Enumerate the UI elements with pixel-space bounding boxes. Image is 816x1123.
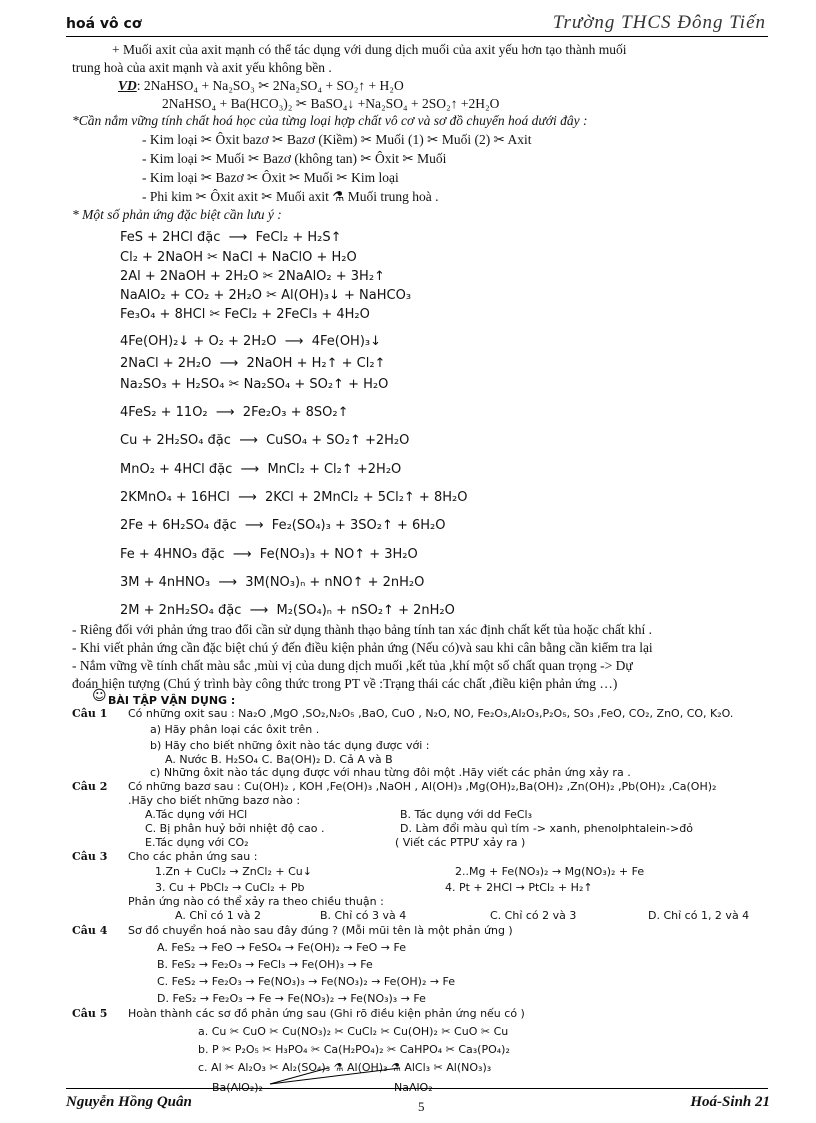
reaction-option: 4. Pt + 2HCl → PtCl₂ + H₂↑ <box>445 881 593 894</box>
question-label: Câu 4 <box>72 924 108 937</box>
bullet-icon: ☺ <box>92 688 107 704</box>
option: C. FeS₂ → Fe₂O₃ → Fe(NO₃)₃ → Fe(NO₃)₂ → Fe(OH)₂ → Fe <box>157 975 456 988</box>
page-header <box>66 10 766 36</box>
option: E.Tác dụng với CO₂ <box>145 836 249 849</box>
reaction: MnO₂ + 4HCl đặc ⟶ MnCl₂ + Cl₂↑ +2H₂O <box>120 462 402 477</box>
chain-3: - Kim loại ✂ Bazơ ✂ Ôxit ✂ Muối ✂ Kim loại <box>142 170 399 185</box>
reaction: 2KMnO₄ + 16HCl ⟶ 2KCl + 2MnCl₂ + 5Cl₂↑ + 8H₂O <box>120 490 468 505</box>
question-text: .Hãy cho biết những bazơ nào : <box>128 794 301 807</box>
scheme-branch-left: Ba(AlO₂)₂ <box>212 1081 263 1094</box>
reaction: FeS + 2HCl đặc ⟶ FeCl₂ + H₂S↑ <box>120 230 342 245</box>
question-part: a) Hãy phân loại các ôxit trên . <box>150 723 320 736</box>
question-text: Phản ứng nào có thể xảy ra theo chiều thuận : <box>128 895 384 908</box>
note-4: đoán hiện tượng (Chú ý trình bày công thức trong PT về :Trạng thái các chất ,điều kiện phản ứng …) <box>72 676 618 691</box>
exercises-title: BÀI TẬP VẬN DỤNG : <box>108 694 236 707</box>
reaction: 2Al + 2NaOH + 2H₂O ✂ 2NaAlO₂ + 3H₂↑ <box>120 269 385 284</box>
vd-eq-1: : 2NaHSO₄ + Na₂SO₃ ✂ 2Na₂SO₄ + SO₂↑ + H₂O <box>136 78 404 93</box>
question-part: b) Hãy cho biết những ôxit nào tác dụng được với : <box>150 739 430 752</box>
option: C. Bị phân huỷ bởi nhiệt độ cao . <box>145 822 325 835</box>
header-right: Trường THCS Đông Tiến <box>552 12 766 33</box>
reaction-option: 3. Cu + PbCl₂ → CuCl₂ + Pb <box>155 881 305 894</box>
scheme-branch-arrows <box>230 1066 430 1086</box>
reaction: 2NaCl + 2H₂O ⟶ 2NaOH + H₂↑ + Cl₂↑ <box>120 356 386 371</box>
chain-4: - Phi kim ✂ Ôxit axit ✂ Muối axit ⚗ Muối trung hoà . <box>142 189 439 204</box>
question-part: c) Những ôxit nào tác dụng được với nhau từng đôi một .Hãy viết các phản ứng xảy ra . <box>150 766 631 779</box>
scheme: a. Cu ✂ CuO ✂ Cu(NO₃)₂ ✂ CuCl₂ ✂ Cu(OH)₂ ✂ CuO ✂ Cu <box>198 1025 509 1038</box>
scheme: b. P ✂ P₂O₅ ✂ H₃PO₄ ✂ Ca(H₂PO₄)₂ ✂ CaHPO₄ ✂ Ca₃(PO₄)₂ <box>198 1043 510 1056</box>
vd-label: VD <box>118 78 137 93</box>
note-3: - Nắm vững về tính chất màu sắc ,mùi vị của dung dịch muối ,kết tủa ,khí một số chất quan trọng -> Dự <box>72 658 633 673</box>
chain-2: - Kim loại ✂ Muối ✂ Bazơ (không tan) ✂ Ôxit ✂ Muối <box>142 151 447 166</box>
question-text: Có những bazơ sau : Cu(OH)₂ , KOH ,Fe(OH)₃ ,NaOH , Al(OH)₃ ,Mg(OH)₂,Ba(OH)₂ ,Zn(OH)₂ ,Pb(OH)₂ ,Ca(OH)₂ <box>128 780 717 793</box>
reaction: Cu + 2H₂SO₄ đặc ⟶ CuSO₄ + SO₂↑ +2H₂O <box>120 433 410 448</box>
reaction: 3M + 4nHNO₃ ⟶ 3M(NO₃)ₙ + nNO↑ + 2nH₂O <box>120 575 425 590</box>
reaction-option: 1.Zn + CuCl₂ → ZnCl₂ + Cu↓ <box>155 865 312 878</box>
reaction: 2M + 2nH₂SO₄ đặc ⟶ M₂(SO₄)ₙ + nSO₂↑ + 2nH₂O <box>120 603 455 618</box>
option-note: ( Viết các PTPƯ xảy ra ) <box>395 836 526 849</box>
footer-divider <box>66 1088 768 1089</box>
option: D. FeS₂ → Fe₂O₃ → Fe → Fe(NO₃)₂ → Fe(NO₃)₃ → Fe <box>157 992 426 1005</box>
question-label: Câu 2 <box>72 780 108 793</box>
option: B. Tác dụng với dd FeCl₃ <box>400 808 533 821</box>
header-left: hoá vô cơ <box>66 16 142 32</box>
header-divider <box>66 36 768 37</box>
option: A.Tác dụng với HCl <box>145 808 248 821</box>
question-text: Hoàn thành các sơ đồ phản ứng sau (Ghi rõ điều kiện phản ứng nếu có ) <box>128 1007 525 1020</box>
option: D. Làm đổi màu quì tím -> xanh, phenolphtalein->đỏ <box>400 822 693 835</box>
option: B. FeS₂ → Fe₂O₃ → FeCl₃ → Fe(OH)₃ → Fe <box>157 958 373 971</box>
option: A. Chỉ có 1 và 2 <box>175 909 262 922</box>
intro-line-1: + Muối axit của axit mạnh có thể tác dụng với dung dịch muối của axit yếu hơn tạo thành muối <box>112 42 627 57</box>
special-heading: * Một số phản ứng đặc biệt cần lưu ý : <box>72 207 282 222</box>
reaction: 4Fe(OH)₂↓ + O₂ + 2H₂O ⟶ 4Fe(OH)₃↓ <box>120 334 381 349</box>
option: A. FeS₂ → FeO → FeSO₄ → Fe(OH)₂ → FeO → Fe <box>157 941 407 954</box>
footer-class: Hoá-Sinh 21 <box>690 1094 770 1110</box>
reaction: 4FeS₂ + 11O₂ ⟶ 2Fe₂O₃ + 8SO₂↑ <box>120 405 349 420</box>
scheme-branch-right: NaAlO₂ <box>394 1081 433 1094</box>
intro-line-2: trung hoà của axit mạnh và axit yếu không bền . <box>72 60 332 75</box>
note-1: - Riêng đối với phản ứng trao đổi cần sử dụng thành thạo bảng tính tan xác định chất kết tủa hoặc chất khí . <box>72 622 653 637</box>
reaction: NaAlO₂ + CO₂ + 2H₂O ✂ Al(OH)₃↓ + NaHCO₃ <box>120 288 412 303</box>
question-options: A. Nước B. H₂SO₄ C. Ba(OH)₂ D. Cả A và B <box>165 753 393 766</box>
reaction-option: 2..Mg + Fe(NO₃)₂ → Mg(NO₃)₂ + Fe <box>455 865 645 878</box>
reaction: Cl₂ + 2NaOH ✂ NaCl + NaClO + H₂O <box>120 250 357 265</box>
question-label: Câu 3 <box>72 850 108 863</box>
footer-author: Nguyễn Hồng Quân <box>66 1094 192 1110</box>
vd-eq-2: 2NaHSO₄ + Ba(HCO₃)₂ ✂ BaSO₄↓ +Na₂SO₄ + 2SO₂↑ +2H₂O <box>162 96 500 111</box>
page-number: 5 <box>418 1099 425 1114</box>
question-text: Có những oxit sau : Na₂O ,MgO ,SO₂,N₂O₅ ,BaO, CuO , N₂O, NO, Fe₂O₃,Al₂O₃,P₂O₅, SO₃ ,FeO, CO₂, ZnO, CO, K₂O. <box>128 707 734 720</box>
reaction: Na₂SO₃ + H₂SO₄ ✂ Na₂SO₄ + SO₂↑ + H₂O <box>120 377 389 392</box>
chain-1: - Kim loại ✂ Ôxit bazơ ✂ Bazơ (Kiềm) ✂ Muối (1) ✂ Muối (2) ✂ Axit <box>142 132 532 147</box>
option: D. Chỉ có 1, 2 và 4 <box>648 909 750 922</box>
vd-line-1 <box>118 76 816 95</box>
question-label: Câu 1 <box>72 707 108 720</box>
chain-note: *Cần nắm vững tính chất hoá học của từng loại hợp chất vô cơ và sơ đồ chuyển hoá dưới đây : <box>72 113 588 128</box>
option: C. Chỉ có 2 và 3 <box>490 909 577 922</box>
reaction: 2Fe + 6H₂SO₄ đặc ⟶ Fe₂(SO₄)₃ + 3SO₂↑ + 6H₂O <box>120 518 446 533</box>
scheme: c. Al ✂ Al₂O₃ ✂ Al₂(SO₄)₃ ⚗ Al(OH)₃ ⚗ AlCl₃ ✂ Al(NO₃)₃ <box>198 1061 492 1074</box>
option: B. Chỉ có 3 và 4 <box>320 909 407 922</box>
question-text: Cho các phản ứng sau : <box>128 850 258 863</box>
reaction: Fe + 4HNO₃ đặc ⟶ Fe(NO₃)₃ + NO↑ + 3H₂O <box>120 547 418 562</box>
note-2: - Khi viết phản ứng cần đặc biệt chú ý đến điều kiện phản ứng (Nếu có)và sau khi cân bằng cần kiểm tra lại <box>72 640 653 655</box>
question-label: Câu 5 <box>72 1007 108 1020</box>
reaction: Fe₃O₄ + 8HCl ✂ FeCl₂ + 2FeCl₃ + 4H₂O <box>120 307 370 322</box>
question-text: Sơ đồ chuyển hoá nào sau đây đúng ? (Mỗi mũi tên là một phản ứng ) <box>128 924 513 937</box>
